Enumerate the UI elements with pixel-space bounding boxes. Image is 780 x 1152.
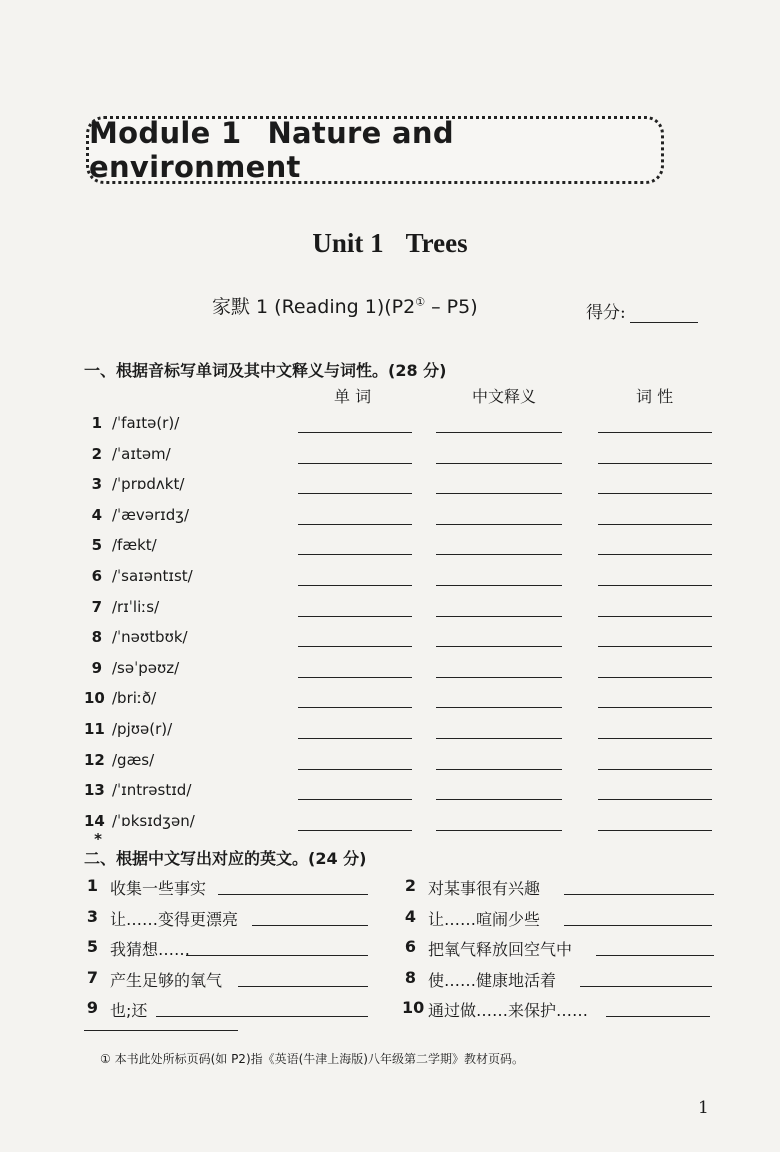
footnote-marker: ① bbox=[415, 295, 426, 309]
phonetic-row bbox=[84, 534, 724, 558]
phonetic-symbol: /ˈfaɪtə(r)/ bbox=[112, 414, 180, 432]
word-blank[interactable] bbox=[298, 596, 412, 617]
col-meaning: 中文释义 bbox=[472, 387, 537, 406]
pos-blank[interactable] bbox=[598, 749, 712, 770]
unit-name: Trees bbox=[405, 228, 468, 258]
phonetic-row bbox=[84, 412, 724, 436]
translation-row bbox=[84, 968, 404, 992]
footnote-rule bbox=[84, 1030, 238, 1031]
meaning-blank[interactable] bbox=[436, 626, 562, 647]
pos-blank[interactable] bbox=[598, 718, 712, 739]
item-number: 10 bbox=[402, 998, 425, 1017]
page-number: 1 bbox=[698, 1098, 709, 1118]
phonetic-symbol: /rɪˈliːs/ bbox=[112, 598, 160, 616]
score-label: 得分: bbox=[586, 303, 626, 323]
item-number: 14 * bbox=[84, 812, 105, 848]
module-name: Nature and environment bbox=[89, 116, 454, 184]
section2-title: 二、根据中文写出对应的英文。(24 分) bbox=[84, 849, 367, 868]
item-number: 4 bbox=[91, 506, 102, 524]
pos-blank[interactable] bbox=[598, 565, 712, 586]
item-number: 6 bbox=[91, 567, 102, 585]
answer-blank[interactable] bbox=[564, 874, 714, 895]
chinese-phrase: 产生足够的氧气 bbox=[110, 971, 223, 990]
answer-blank[interactable] bbox=[580, 966, 712, 987]
item-number: 5 bbox=[86, 937, 98, 956]
phonetic-symbol: /briːð/ bbox=[112, 689, 157, 707]
meaning-blank[interactable] bbox=[436, 565, 562, 586]
item-number: 7 bbox=[86, 968, 98, 987]
item-number: 9 bbox=[91, 659, 102, 677]
word-blank[interactable] bbox=[298, 718, 412, 739]
item-number: 8 bbox=[91, 628, 102, 646]
phonetic-symbol: /pjʊə(r)/ bbox=[112, 720, 173, 738]
item-number: 9 bbox=[86, 998, 98, 1017]
meaning-blank[interactable] bbox=[436, 473, 562, 494]
item-number: 1 bbox=[86, 876, 98, 895]
answer-blank[interactable] bbox=[564, 905, 712, 926]
item-number: 12 bbox=[84, 751, 105, 769]
meaning-blank[interactable] bbox=[436, 534, 562, 555]
word-blank[interactable] bbox=[298, 412, 412, 433]
word-blank[interactable] bbox=[298, 810, 412, 831]
item-number: 3 bbox=[91, 475, 102, 493]
word-blank[interactable] bbox=[298, 687, 412, 708]
footnote: ① 本书此处所标页码(如 P2)指《英语(牛津上海版)八年级第二学期》教材页码。 bbox=[100, 1052, 524, 1066]
item-number: 2 bbox=[404, 876, 416, 895]
pos-blank[interactable] bbox=[598, 443, 712, 464]
answer-blank[interactable] bbox=[596, 935, 714, 956]
phonetic-row bbox=[84, 626, 724, 650]
module-title bbox=[89, 116, 661, 184]
translation-row bbox=[84, 998, 404, 1022]
score-field bbox=[586, 298, 698, 323]
phonetic-symbol: /ˈɒksɪdʒən/ bbox=[112, 812, 195, 830]
pos-blank[interactable] bbox=[598, 657, 712, 678]
meaning-blank[interactable] bbox=[436, 779, 562, 800]
item-number: 8 bbox=[404, 968, 416, 987]
pos-blank[interactable] bbox=[598, 810, 712, 831]
translation-row bbox=[402, 937, 722, 961]
meaning-blank[interactable] bbox=[436, 749, 562, 770]
chinese-phrase: 使……健康地活着 bbox=[428, 971, 557, 990]
item-number: 1 bbox=[91, 414, 102, 432]
meaning-blank[interactable] bbox=[436, 504, 562, 525]
phonetic-row bbox=[84, 565, 724, 589]
module-banner bbox=[86, 116, 664, 184]
phonetic-row bbox=[84, 687, 724, 711]
meaning-blank[interactable] bbox=[436, 687, 562, 708]
unit-title bbox=[0, 228, 780, 259]
chinese-phrase: 让……喧闹少些 bbox=[428, 910, 541, 929]
chinese-phrase: 把氧气释放回空气中 bbox=[428, 940, 573, 959]
phonetic-symbol: /fækt/ bbox=[112, 536, 157, 554]
word-blank[interactable] bbox=[298, 534, 412, 555]
pos-blank[interactable] bbox=[598, 596, 712, 617]
word-blank[interactable] bbox=[298, 626, 412, 647]
item-number: 10 bbox=[84, 689, 105, 707]
phonetic-row bbox=[84, 779, 724, 803]
pos-blank[interactable] bbox=[598, 687, 712, 708]
phonetic-row bbox=[84, 718, 724, 742]
phonetic-symbol: /ˈprɒdʌkt/ bbox=[112, 475, 185, 493]
translation-row bbox=[402, 876, 722, 900]
phonetic-symbol: /ˈnəʊtbʊk/ bbox=[112, 628, 188, 646]
pos-blank[interactable] bbox=[598, 779, 712, 800]
answer-blank[interactable] bbox=[156, 996, 368, 1017]
pos-blank[interactable] bbox=[598, 534, 712, 555]
phonetic-row bbox=[84, 596, 724, 620]
phonetic-symbol: /ˈsaɪəntɪst/ bbox=[112, 567, 193, 585]
phonetic-symbol: /gæs/ bbox=[112, 751, 155, 769]
chinese-phrase: 也;还 bbox=[110, 1001, 148, 1020]
phonetic-row bbox=[84, 504, 724, 528]
translation-row bbox=[402, 907, 722, 931]
section1-title: 一、根据音标写单词及其中文释义与词性。(28 分) bbox=[84, 361, 447, 380]
chinese-phrase: 让……变得更漂亮 bbox=[110, 910, 239, 929]
word-blank[interactable] bbox=[298, 473, 412, 494]
col-pos: 词 性 bbox=[636, 387, 674, 406]
item-number: 3 bbox=[86, 907, 98, 926]
homework-label: 家默 1 (Reading 1)(P2 bbox=[212, 296, 416, 318]
answer-blank[interactable] bbox=[218, 874, 368, 895]
pos-blank[interactable] bbox=[598, 626, 712, 647]
word-blank[interactable] bbox=[298, 565, 412, 586]
translation-row bbox=[402, 998, 722, 1022]
answer-blank[interactable] bbox=[606, 996, 710, 1017]
item-number: 7 bbox=[91, 598, 102, 616]
pos-blank[interactable] bbox=[598, 412, 712, 433]
translation-row bbox=[84, 907, 404, 931]
word-blank[interactable] bbox=[298, 779, 412, 800]
item-number: 5 bbox=[91, 536, 102, 554]
phonetic-symbol: /səˈpəʊz/ bbox=[112, 659, 180, 677]
phonetic-row bbox=[84, 810, 724, 848]
homework-heading bbox=[212, 292, 478, 319]
translation-row bbox=[402, 968, 722, 992]
chinese-phrase: 对某事很有兴趣 bbox=[428, 879, 541, 898]
phonetic-symbol: /ˈɪntrəstɪd/ bbox=[112, 781, 192, 799]
item-number: 2 bbox=[91, 445, 102, 463]
chinese-phrase: 我猜想…… bbox=[110, 940, 191, 959]
phonetic-row bbox=[84, 657, 724, 681]
word-blank[interactable] bbox=[298, 749, 412, 770]
meaning-blank[interactable] bbox=[436, 443, 562, 464]
unit-number: Unit 1 bbox=[312, 228, 384, 258]
translation-row bbox=[84, 937, 404, 961]
word-blank[interactable] bbox=[298, 504, 412, 525]
module-number: Module 1 bbox=[89, 116, 242, 150]
pos-blank[interactable] bbox=[598, 473, 712, 494]
homework-pages: – P5) bbox=[425, 296, 478, 318]
translation-row bbox=[84, 876, 404, 900]
meaning-blank[interactable] bbox=[436, 596, 562, 617]
item-number: 13 bbox=[84, 781, 105, 799]
item-number: 4 bbox=[404, 907, 416, 926]
meaning-blank[interactable] bbox=[436, 412, 562, 433]
col-word: 单 词 bbox=[334, 387, 372, 406]
phonetic-row bbox=[84, 473, 724, 497]
meaning-blank[interactable] bbox=[436, 657, 562, 678]
word-blank[interactable] bbox=[298, 657, 412, 678]
score-blank[interactable] bbox=[630, 306, 698, 323]
phonetic-row bbox=[84, 443, 724, 467]
item-number: 11 bbox=[84, 720, 105, 738]
answer-blank[interactable] bbox=[238, 966, 368, 987]
answer-blank[interactable] bbox=[186, 935, 368, 956]
phonetic-symbol: /ˈævərɪdʒ/ bbox=[112, 506, 189, 524]
item-number: 6 bbox=[404, 937, 416, 956]
phonetic-row bbox=[84, 749, 724, 773]
chinese-phrase: 通过做……来保护…… bbox=[428, 1001, 589, 1020]
meaning-blank[interactable] bbox=[436, 810, 562, 831]
meaning-blank[interactable] bbox=[436, 718, 562, 739]
pos-blank[interactable] bbox=[598, 504, 712, 525]
phonetic-symbol: /ˈaɪtəm/ bbox=[112, 445, 171, 463]
chinese-phrase: 收集一些事实 bbox=[110, 879, 207, 898]
word-blank[interactable] bbox=[298, 443, 412, 464]
answer-blank[interactable] bbox=[252, 905, 368, 926]
